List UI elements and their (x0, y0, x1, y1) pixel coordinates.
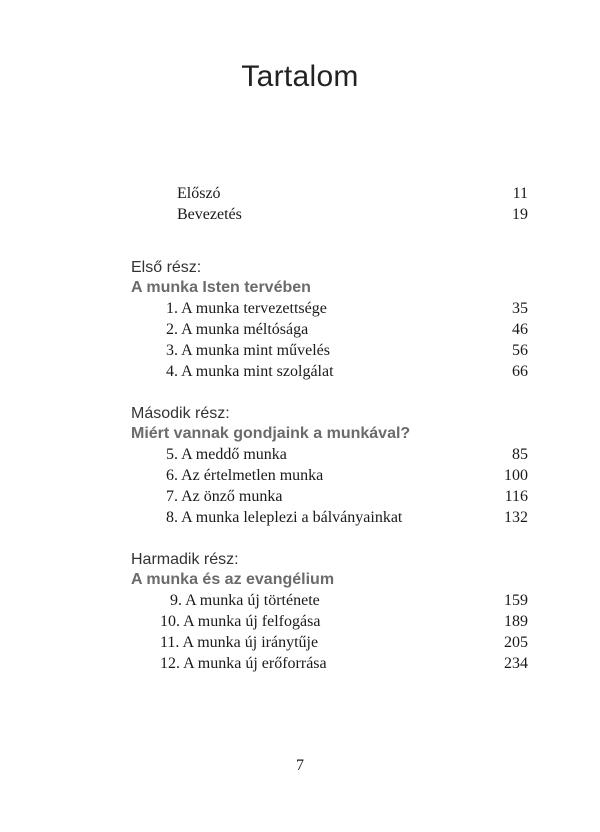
toc-entry-label: 12. A munka új erőforrása (160, 655, 327, 672)
toc-entry-page: 132 (504, 509, 528, 526)
toc-entry (166, 299, 528, 319)
toc-entry (166, 508, 528, 528)
toc-entry-label: 11. A munka új iránytűje (160, 634, 319, 651)
toc-entry-label: 8. A munka leleplezi a bálványainkat (166, 509, 403, 526)
toc-entry (166, 362, 528, 382)
toc-entry (160, 654, 528, 674)
toc-entry-page: 100 (504, 467, 528, 484)
part-title: A munka Isten tervében (131, 279, 311, 296)
toc-entry (166, 320, 528, 340)
toc-entry-label: 3. A munka mint művelés (166, 342, 330, 359)
toc-entry (166, 445, 528, 465)
toc-entry (160, 633, 528, 653)
toc-entry-page: 56 (512, 342, 528, 359)
toc-entry-label: 7. Az önző munka (166, 488, 283, 505)
part-title: A munka és az evangélium (131, 571, 335, 588)
toc-entry-page: 159 (504, 592, 528, 609)
toc-entry-page: 66 (512, 363, 528, 380)
page-title: Tartalom (241, 60, 359, 93)
page-number: 7 (296, 757, 304, 774)
toc-entry-label: 6. Az értelmetlen munka (166, 467, 324, 484)
part-heading: Harmadik rész: (131, 551, 239, 568)
toc-entry-page: 11 (512, 185, 528, 202)
toc-entry-introduction (177, 205, 528, 225)
toc-entry (170, 591, 528, 611)
toc-entry-label: 4. A munka mint szolgálat (166, 363, 334, 380)
toc-entry-page: 46 (512, 321, 528, 338)
toc-entry-page: 116 (504, 488, 528, 505)
toc-entry (166, 487, 528, 507)
toc-entry (160, 612, 528, 632)
toc-entry-label: 5. A meddő munka (166, 446, 287, 463)
toc-entry-label: 2. A munka méltósága (166, 321, 309, 338)
toc-entry-page: 19 (512, 206, 528, 223)
part-title: Miért vannak gondjaink a munkával? (131, 425, 411, 442)
toc-entry-label: 10. A munka új felfogása (160, 613, 321, 630)
toc-entry-page: 35 (512, 300, 528, 317)
toc-entry-label: 1. A munka tervezettsége (166, 300, 327, 317)
toc-entry-preface (177, 184, 528, 204)
toc-entry (166, 466, 528, 486)
part-heading: Első rész: (131, 259, 202, 276)
toc-entry-label: 9. A munka új története (170, 592, 320, 609)
part-heading: Második rész: (131, 405, 230, 422)
toc-entry-label: Előszó (177, 185, 221, 202)
toc-entry (166, 341, 528, 361)
toc-entry-page: 85 (512, 446, 528, 463)
toc-entry-page: 205 (504, 634, 528, 651)
toc-entry-page: 234 (504, 655, 528, 672)
toc-entry-page: 189 (504, 613, 528, 630)
toc-entry-label: Bevezetés (177, 206, 242, 223)
